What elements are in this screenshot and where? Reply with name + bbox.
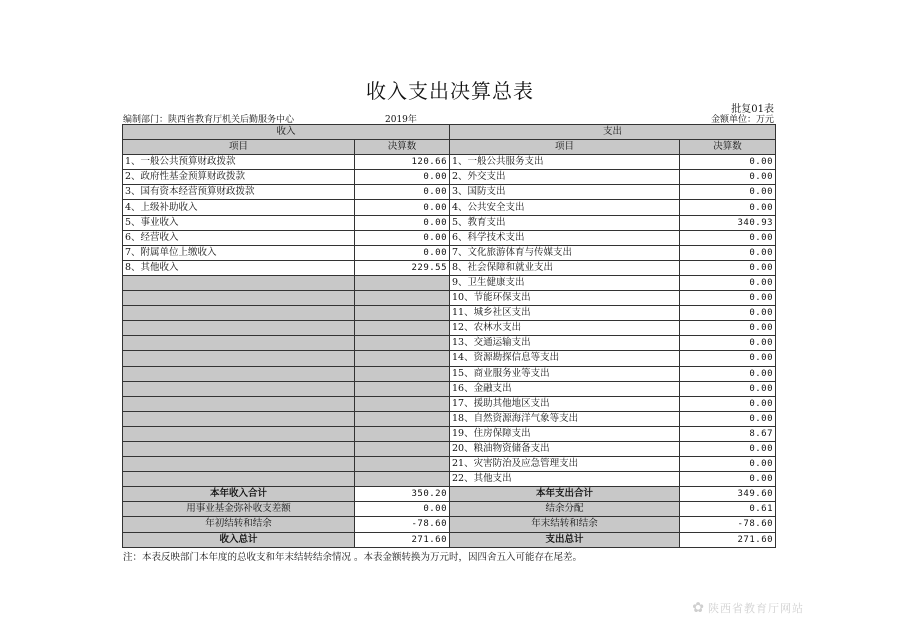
total-row <box>123 487 776 502</box>
table-row <box>123 472 776 487</box>
income-item-cell <box>123 396 355 411</box>
income-item-cell: 2、政府性基金预算财政拨款 <box>123 170 355 185</box>
expense-total-value: 349.60 <box>680 487 776 502</box>
expense-item-cell: 19、住房保障支出 <box>450 426 680 441</box>
income-item-cell <box>123 472 355 487</box>
income-item-cell: 6、经营收入 <box>123 230 355 245</box>
table-row <box>123 396 776 411</box>
income-total-label: 年初结转和结余 <box>123 517 355 532</box>
income-item-cell: 4、上级补助收入 <box>123 200 355 215</box>
section-header-row <box>123 125 776 140</box>
income-item-cell <box>123 306 355 321</box>
expense-amount-cell: 0.00 <box>680 441 776 456</box>
income-amount-cell: 120.66 <box>355 155 450 170</box>
expense-item-cell: 2、外交支出 <box>450 170 680 185</box>
expense-item-cell: 21、灾害防治及应急管理支出 <box>450 457 680 472</box>
income-amount-cell <box>355 381 450 396</box>
table-row <box>123 230 776 245</box>
expense-item-cell: 4、公共安全支出 <box>450 200 680 215</box>
income-total-label: 收入总计 <box>123 532 355 547</box>
total-row <box>123 502 776 517</box>
table-row <box>123 366 776 381</box>
income-amount-cell <box>355 275 450 290</box>
table-row <box>123 426 776 441</box>
income-total-label: 本年收入合计 <box>123 487 355 502</box>
expense-total-label: 本年支出合计 <box>450 487 680 502</box>
page-title: 收入支出决算总表 <box>366 79 534 103</box>
expense-item-cell: 16、金融支出 <box>450 381 680 396</box>
meta-line <box>123 112 774 124</box>
expense-amount-cell: 0.00 <box>680 411 776 426</box>
expense-item-cell: 6、科学技术支出 <box>450 230 680 245</box>
expense-amount-cell: 0.00 <box>680 275 776 290</box>
expense-item-cell: 11、城乡社区支出 <box>450 306 680 321</box>
expense-amount-cell: 0.00 <box>680 245 776 260</box>
table-row <box>123 291 776 306</box>
income-item-cell <box>123 366 355 381</box>
income-amount-cell: 0.00 <box>355 245 450 260</box>
expense-item-cell: 12、农林水支出 <box>450 321 680 336</box>
department-label: 编制部门：陕西省教育厅机关后勤服务中心 <box>123 115 295 125</box>
income-item-cell <box>123 336 355 351</box>
income-total-value: 0.00 <box>355 502 450 517</box>
expense-amount-header: 决算数 <box>680 140 776 155</box>
income-item-cell <box>123 275 355 290</box>
table-row <box>123 185 776 200</box>
expense-total-label: 结余分配 <box>450 502 680 517</box>
expense-header: 支出 <box>450 125 776 140</box>
expense-item-cell: 13、交通运输支出 <box>450 336 680 351</box>
expense-amount-cell: 0.00 <box>680 457 776 472</box>
expense-item-cell: 20、粮油物资储备支出 <box>450 441 680 456</box>
expense-total-value: -78.60 <box>680 517 776 532</box>
table-row <box>123 411 776 426</box>
expense-item-cell: 1、一般公共服务支出 <box>450 155 680 170</box>
income-amount-cell <box>355 321 450 336</box>
income-amount-cell <box>355 291 450 306</box>
table-row <box>123 170 776 185</box>
table-row <box>123 336 776 351</box>
income-item-cell <box>123 321 355 336</box>
income-item-header: 项目 <box>123 140 355 155</box>
income-amount-cell <box>355 472 450 487</box>
table-row <box>123 351 776 366</box>
income-total-label: 用事业基金弥补收支差额 <box>123 502 355 517</box>
expense-total-value: 0.61 <box>680 502 776 517</box>
expense-item-cell: 17、援助其他地区支出 <box>450 396 680 411</box>
expense-amount-cell: 8.67 <box>680 426 776 441</box>
expense-item-cell: 10、节能环保支出 <box>450 291 680 306</box>
income-item-cell <box>123 351 355 366</box>
income-amount-cell <box>355 457 450 472</box>
income-amount-header: 决算数 <box>355 140 450 155</box>
income-item-cell <box>123 411 355 426</box>
income-item-cell: 3、国有资本经营预算财政拨款 <box>123 185 355 200</box>
table-row <box>123 245 776 260</box>
table-row <box>123 215 776 230</box>
income-total-value: -78.60 <box>355 517 450 532</box>
expense-item-header: 项目 <box>450 140 680 155</box>
expense-item-cell: 8、社会保障和就业支出 <box>450 260 680 275</box>
expense-amount-cell: 0.00 <box>680 336 776 351</box>
income-total-value: 271.60 <box>355 532 450 547</box>
expense-item-cell: 22、其他支出 <box>450 472 680 487</box>
expense-item-cell: 5、教育支出 <box>450 215 680 230</box>
watermark-text: 陕西省教育厅网站 <box>708 602 804 615</box>
expense-item-cell: 14、资源勘探信息等支出 <box>450 351 680 366</box>
income-amount-cell <box>355 411 450 426</box>
income-amount-cell: 0.00 <box>355 230 450 245</box>
income-item-cell <box>123 426 355 441</box>
income-item-cell <box>123 291 355 306</box>
expense-amount-cell: 0.00 <box>680 321 776 336</box>
table-row <box>123 441 776 456</box>
income-item-cell <box>123 441 355 456</box>
expense-item-cell: 15、商业服务业等支出 <box>450 366 680 381</box>
income-item-cell: 1、一般公共预算财政拨款 <box>123 155 355 170</box>
table-row <box>123 275 776 290</box>
income-item-cell: 7、附属单位上缴收入 <box>123 245 355 260</box>
income-item-cell: 5、事业收入 <box>123 215 355 230</box>
income-amount-cell <box>355 336 450 351</box>
watermark <box>692 600 804 616</box>
total-row <box>123 517 776 532</box>
expense-amount-cell: 0.00 <box>680 291 776 306</box>
expense-amount-cell: 0.00 <box>680 155 776 170</box>
income-item-cell: 8、其他收入 <box>123 260 355 275</box>
table-row <box>123 457 776 472</box>
income-expense-table <box>122 124 776 548</box>
income-amount-cell: 0.00 <box>355 215 450 230</box>
income-amount-cell <box>355 426 450 441</box>
column-header-row <box>123 140 776 155</box>
table-row <box>123 381 776 396</box>
income-item-cell <box>123 381 355 396</box>
table-row <box>123 306 776 321</box>
income-amount-cell: 0.00 <box>355 200 450 215</box>
income-amount-cell <box>355 441 450 456</box>
table-row <box>123 260 776 275</box>
expense-amount-cell: 0.00 <box>680 396 776 411</box>
expense-total-label: 支出总计 <box>450 532 680 547</box>
expense-total-label: 年末结转和结余 <box>450 517 680 532</box>
expense-amount-cell: 0.00 <box>680 366 776 381</box>
expense-total-value: 271.60 <box>680 532 776 547</box>
unit-label: 金额单位：万元 <box>710 115 774 125</box>
income-amount-cell: 0.00 <box>355 170 450 185</box>
expense-item-cell: 9、卫生健康支出 <box>450 275 680 290</box>
table-row <box>123 321 776 336</box>
income-item-cell <box>123 457 355 472</box>
expense-amount-cell: 0.00 <box>680 230 776 245</box>
expense-amount-cell: 0.00 <box>680 260 776 275</box>
footnote: 注：本表反映部门本年度的总收支和年末结转结余情况 。本表金额转换为万元时，因四舍五入可能存在尾差。 <box>123 552 583 563</box>
income-header: 收入 <box>123 125 450 140</box>
expense-amount-cell: 0.00 <box>680 170 776 185</box>
income-total-value: 350.20 <box>355 487 450 502</box>
income-amount-cell <box>355 366 450 381</box>
income-amount-cell: 229.55 <box>355 260 450 275</box>
expense-amount-cell: 0.00 <box>680 351 776 366</box>
income-amount-cell <box>355 306 450 321</box>
expense-amount-cell: 0.00 <box>680 185 776 200</box>
income-amount-cell <box>355 351 450 366</box>
income-amount-cell <box>355 396 450 411</box>
expense-item-cell: 18、自然资源海洋气象等支出 <box>450 411 680 426</box>
table-row <box>123 155 776 170</box>
expense-item-cell: 3、国防支出 <box>450 185 680 200</box>
expense-amount-cell: 0.00 <box>680 472 776 487</box>
income-amount-cell: 0.00 <box>355 185 450 200</box>
expense-amount-cell: 340.93 <box>680 215 776 230</box>
expense-amount-cell: 0.00 <box>680 381 776 396</box>
form-code: 批复01表 <box>731 104 774 115</box>
expense-item-cell: 7、文化旅游体育与传媒支出 <box>450 245 680 260</box>
expense-amount-cell: 0.00 <box>680 306 776 321</box>
bird-logo-icon: ✿ <box>692 600 705 616</box>
year-label: 2019年 <box>385 115 417 125</box>
table-row <box>123 200 776 215</box>
total-row <box>123 532 776 547</box>
expense-amount-cell: 0.00 <box>680 200 776 215</box>
